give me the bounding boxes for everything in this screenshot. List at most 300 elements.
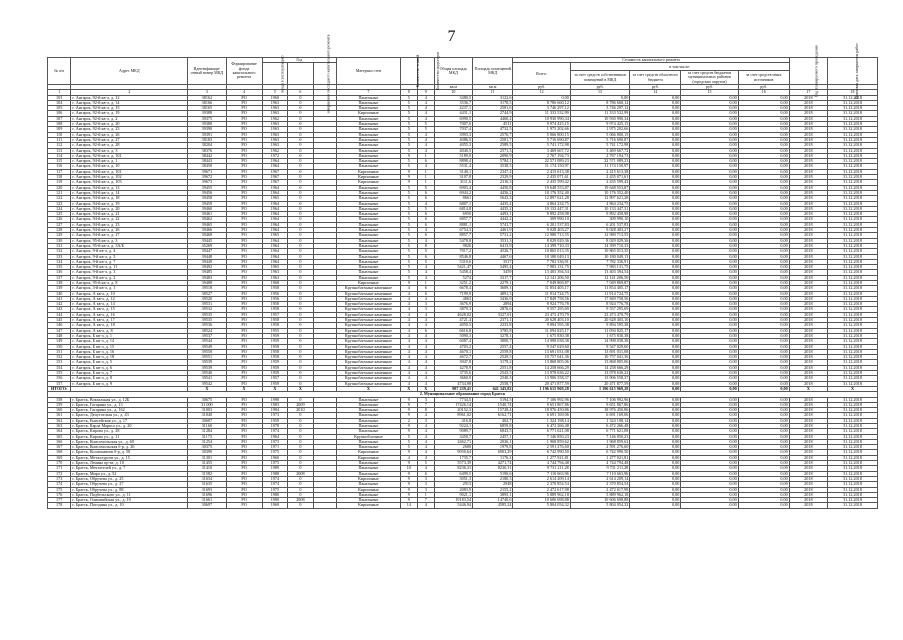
table-cell: 4 [417,201,434,206]
table-cell: 9 [400,450,417,455]
table-cell: 22 571 089,23 [513,159,570,164]
table-cell: 4 [417,143,434,148]
table-cell: 0,00 [681,254,738,259]
table-cell: 9 [400,482,417,487]
table-cell: г. Ангарск, Б кв-л, д. 18 [71,355,188,360]
table-cell: РО [226,376,262,381]
table-cell: 0,00 [681,450,738,455]
table-cell: 6754,3 [434,228,472,233]
table-cell: 5 [400,228,417,233]
table-cell: г. Ангарск, 94-й кв-л, д. 23 [71,222,188,227]
table-cell: 13 906 558,37 [513,376,570,381]
table-cell: 4 [417,275,434,280]
table-cell: 31.12.2018 [827,175,877,180]
table-cell: 402,7 [473,418,513,423]
table-cell: 0,00 [681,355,738,360]
table-cell: 0,00 [681,418,738,423]
table-cell: г. Ангарск, Б кв-л, д. 15 [71,344,188,349]
table-cell: 6 691 169,06 [513,413,570,418]
table-cell: 2018 [789,439,827,444]
table-cell: г. Ангарск, 92-й кв-л, д. 14 [71,100,188,105]
table-cell: 1965 [262,265,288,270]
table-cell: 0 [288,180,314,185]
table-cell: 4 864 234,75 [513,201,570,206]
table-cell: Крупноблочные каменные [337,291,401,296]
table-cell: 0 [288,302,314,307]
table-cell: 4 [417,148,434,153]
table-cell: 0,00 [738,355,789,360]
table-cell: 0,00 [738,471,789,476]
table-cell: 2 472 617,98 [513,487,570,492]
table-cell: РО [226,275,262,280]
table-cell: 6162,71 [473,413,513,418]
table-cell: 153 [48,360,71,365]
header-other: за счет средств иных источников [738,71,789,85]
table-cell: 39539 [188,360,226,365]
table-cell: 0,00 [738,196,789,201]
table-cell: 0,00 [738,217,789,222]
table-cell: Панельные [337,164,401,169]
table-cell: 141 [48,296,71,301]
table-cell: 1998 [262,397,288,402]
table-cell: 0 [288,95,314,100]
table-cell: 6087,4 [434,339,472,344]
table-cell: 31696 [188,492,226,497]
table-cell: 2018 [789,280,827,285]
table-cell: 0,00 [738,503,789,508]
table-cell: Крупноблочные каменные [337,365,401,370]
table-cell: 0,00 [681,196,738,201]
table-cell: 1960 [262,95,288,100]
table-cell: 0,00 [738,429,789,434]
table-cell: 13 978 636,22 [513,371,570,376]
table-cell: 0,00 [738,222,789,227]
table-cell: 3660,9 [434,376,472,381]
table-cell: 1972 [262,153,288,158]
table-cell: 4672,7 [434,355,472,360]
table-cell: 4 [400,376,417,381]
table-cell: 0,00 [738,185,789,190]
table-cell: 0,00 [738,386,789,391]
column-number: 2 [71,90,188,95]
table-cell: 1 675 830,38 [513,333,570,338]
table-cell: 31173 [188,434,226,439]
table-cell: 0,00 [630,137,681,142]
table-cell: 39483 [188,275,226,280]
table-cell: 8 [417,408,434,413]
table-cell: 1176,3 [473,455,513,460]
table-cell: 0,00 [738,206,789,211]
table-cell: 4278,9 [434,365,472,370]
table-cell: Панельные [337,159,401,164]
table-cell: 2462,71 [434,439,472,444]
table-cell: 39390 [188,127,226,132]
table-cell: 0,00 [630,471,681,476]
table-cell: 4 [417,424,434,429]
table-cell: 111 [48,137,71,142]
table-cell: РО [226,333,262,338]
table-cell: 0,00 [738,100,789,105]
table-cell: 0,00 [630,302,681,307]
table-cell: 5 [400,217,417,222]
table-cell: 3436,9 [473,296,513,301]
table-body-angarsk [48,95,878,392]
table-cell: 4 744 794,48 [570,461,630,466]
table-cell: 147 [48,328,71,333]
table-cell: 103 [48,95,71,100]
table-cell: 152 [48,355,71,360]
table-cell: г. Братск, Олимпийская ул., д. 19 [71,498,188,503]
table-cell: Панельные [337,413,401,418]
table-cell: 4086,5 [434,137,472,142]
table-cell: 5 [400,233,417,238]
table-cell: 0,00 [630,106,681,111]
table-cell: 106 [48,111,71,116]
table-cell: 5 [400,106,417,111]
table-cell: 0,00 [630,371,681,376]
table-cell: 0,00 [630,445,681,450]
table-cell: 31.12.2018 [827,418,877,423]
table-cell: 2018 [789,355,827,360]
table-cell: 4 [417,455,434,460]
table-cell: РО [226,461,262,466]
table-cell: 6678,4 [434,286,472,291]
table-cell: 39455 [188,185,226,190]
table-cell: 0,00 [738,143,789,148]
table-cell: 6903,4 [434,185,472,190]
table-cell: 31.12.2018 [827,212,877,217]
table-cell: 2018 [789,333,827,338]
table-cell: Крупноблочные каменные [337,339,401,344]
table-cell: 13 906 558,37 [570,376,630,381]
table-cell: X [226,386,262,391]
table-cell: 4 [417,413,434,418]
table-cell: 164 [48,429,71,434]
table-cell: 5 889 962,18 [513,492,570,497]
table-cell: 1959 [262,371,288,376]
table-cell: 5 [400,159,417,164]
table-cell: г. Братск, Космонавтов б-р, д. 58 [71,450,188,455]
column-number: 4 [226,90,262,95]
table-cell: 5 741 172,98 [570,143,630,148]
table-cell: 0 [288,355,314,360]
table-cell: 1957 [262,312,288,317]
table-cell: Панельные [337,185,401,190]
table-cell: 3450,7 [434,434,472,439]
table-cell: 0,00 [630,190,681,195]
table-cell: 5 [417,206,434,211]
table-cell: Панельные [337,498,401,503]
table-cell: 1964 [262,190,288,195]
table-cell: 7 049 869,87 [570,280,630,285]
table-cell: г. Ангарск, 3-й кв-л, д. 1 [71,286,188,291]
table-cell: Крупноблочные каменные [337,371,401,376]
section-title: 2. Муниципальное образование город Братск [48,392,878,397]
table-cell: 0,00 [630,360,681,365]
table-cell: 31.12.2018 [827,254,877,259]
table-cell: г. Ангарск, 9-й кв-л, д. 2 [71,275,188,280]
column-number: 10 [434,90,472,95]
table-cell: 4628,02 [434,312,472,317]
table-cell: 7 146 850,23 [513,434,570,439]
table-cell: 13 691 031,08 [513,349,570,354]
table-cell: 31254 [188,439,226,444]
table-cell: г. Ангарск, Б кв-л, д. 9 [71,381,188,386]
table-cell: 7 106 992,96 [513,397,570,402]
table-cell: г. Братск, Депутатская ул., д. 43 [71,413,188,418]
table-cell: 9 974 425,15 [513,122,570,127]
table-cell: 0,00 [681,143,738,148]
table-cell: 3785,8 [473,328,513,333]
table-cell: 3609,1 [473,286,513,291]
table-cell: 2018 [789,318,827,323]
table-cell: 0,00 [630,333,681,338]
table-cell: РО [226,228,262,233]
table-cell: 31.12.2018 [827,302,877,307]
table-cell: 2018 [789,328,827,333]
header-year-last: завершения последнего капитального ремонта [288,63,314,85]
table-cell: 0 [288,455,314,460]
table-cell: 4 [417,445,434,450]
table-cell: 0,00 [630,265,681,270]
table-cell: 6 [417,233,434,238]
table-cell: 31.12.2018 [827,466,877,471]
table-cell: 0 [288,434,314,439]
table-cell: 8 924 776,78 [570,302,630,307]
table-cell: г. Ангарск, 92-й кв-л, д. 26 [71,132,188,137]
table-cell: 2 767 194,73 [570,153,630,158]
table-body-bratsk [48,392,878,509]
table-cell: 7 [417,498,434,503]
table-cell: 2018 [789,482,827,487]
table-cell: 0,00 [681,228,738,233]
table-cell: 2018 [789,492,827,497]
table-cell: 0 [288,339,314,344]
table-cell: 0,00 [630,254,681,259]
table-cell: 11 094 825,17 [513,328,570,333]
table-cell: 5 [400,143,417,148]
table-cell: 1964 [262,259,288,264]
table-cell: 11 174 150,97 [513,164,570,169]
table-cell: РО [226,402,262,407]
table-cell: 10 176 352,40 [513,190,570,195]
table-cell: 2018 [789,286,827,291]
table-cell: 4467,6 [473,254,513,259]
table-cell: 7037,4 [434,127,472,132]
table-cell: 2018 [789,371,827,376]
table-cell: 4734,98 [434,381,472,386]
table-cell: г. Братск, Гагарина ул., д. 13 [71,402,188,407]
table-cell: 0,00 [738,328,789,333]
table-cell: 0,00 [681,175,738,180]
table-cell: 10 606 698,88 [570,498,630,503]
table-cell: 23 473 470,79 [570,312,630,317]
table-cell: 14 258 666,29 [513,365,570,370]
table-cell: Крупноблочные каменные [337,355,401,360]
table-cell: 2581,7 [473,137,513,142]
table-cell: 0,00 [738,164,789,169]
table-cell: Панельные [337,418,401,423]
table-cell: 1958 [262,318,288,323]
table-cell: г. Ангарск, 9-й кв-л, д. 7 [71,259,188,264]
table-cell: 31455 [188,461,226,466]
table-cell: 3 746 297,12 [513,106,570,111]
table-cell: Панельные [337,461,401,466]
table-cell: 1968 [262,280,288,285]
table-cell: 0 [288,212,314,217]
table-cell: РО [226,159,262,164]
table-cell: 165 [48,434,71,439]
table-cell: 0,00 [738,259,789,264]
table-cell: 2018 [789,376,827,381]
table-cell: 5274 [434,275,472,280]
table-cell: 20 471 877,59 [570,381,630,386]
table-cell: 0,00 [738,402,789,407]
table-cell: 3111,6 [434,180,472,185]
table-cell: 39518 [188,286,226,291]
table-cell: 39544 [188,339,226,344]
table-cell: 31.12.2018 [827,164,877,169]
table-cell: 2018 [789,418,827,423]
table-cell: 0,00 [738,116,789,121]
table-cell: Панельные [337,100,401,105]
table-cell: 10 757 041,36 [570,355,630,360]
table-cell: 5 [400,148,417,153]
table-cell: 31.12.2018 [827,286,877,291]
table-cell: 4 [417,116,434,121]
table-cell: 0 [288,111,314,116]
table-cell: 1964 [262,434,288,439]
table-cell: РО [226,280,262,285]
table-cell: 4 [400,333,417,338]
table-cell: 0,00 [681,381,738,386]
table-cell: 4 [417,106,434,111]
table-cell: 138 [48,280,71,285]
table-cell: 0 [288,175,314,180]
table-cell: 39485 [188,270,226,275]
table-cell: 1979,8 [473,445,513,450]
table-cell: 10 930 990,34 [513,116,570,121]
table-cell: 2018 [789,243,827,248]
table-cell: 124 [48,206,71,211]
table-cell: 128 [48,228,71,233]
table-cell: г. Братск, Кирова ул., д. 28 [71,429,188,434]
table-cell: 31.12.2018 [827,413,877,418]
table-cell: 2018 [789,100,827,105]
table-cell: РО [226,254,262,259]
table-cell: Кирпичные [337,476,401,481]
table-cell: 0,00 [738,450,789,455]
table-cell: 0 [288,492,314,497]
table-cell: 31693 [188,487,226,492]
table-cell: 0,00 [738,122,789,127]
table-cell: 7 983 131,75 [570,265,630,270]
table-cell: 0,00 [630,482,681,487]
table-cell: 39461 [188,212,226,217]
table-cell: 8898,4 [434,159,472,164]
table-cell [313,503,336,508]
table-cell: 4 [400,302,417,307]
table-cell: 4 [417,376,434,381]
table-cell: 39520 [188,296,226,301]
table-cell: 31.12.2018 [827,111,877,116]
table-cell: 39673 [188,180,226,185]
table-cell: 1984 [262,408,288,413]
table-cell: 0,00 [630,402,681,407]
table-cell: 7007,6 [434,122,472,127]
table-cell: 9 [400,487,417,492]
table-cell: Крупноблочные каменные [337,333,401,338]
table-cell: 2018 [789,397,827,402]
table-cell: 4 [417,371,434,376]
table-cell: 1964 [262,228,288,233]
table-cell: 39445 [188,238,226,243]
table-cell: 38527 [188,291,226,296]
table-cell: 31.12.2018 [827,196,877,201]
table-cell: 38204 [188,143,226,148]
table-cell: 3495,4 [473,265,513,270]
table-cell: 0,00 [681,217,738,222]
table-cell: 5 [400,137,417,142]
table-cell: 9 892 458,98 [513,212,570,217]
table-cell: 0,00 [681,471,738,476]
table-cell: 3107,8 [434,175,472,180]
table-cell: 0,00 [630,280,681,285]
table-cell: Кирпичные [337,455,401,460]
table-cell: 156 [48,376,71,381]
table-cell: 31.12.2018 [827,349,877,354]
table-cell: 31.12.2018 [827,228,877,233]
table-cell: 8661 [434,196,472,201]
table-cell: 0,00 [630,386,681,391]
table-cell: 1 277 921,81 [513,455,570,460]
table-cell: 5 [400,190,417,195]
table-cell: 0,00 [738,280,789,285]
table-cell: 9 [400,175,417,180]
table-cell: 4 [400,323,417,328]
table-cell: 0 [288,217,314,222]
table-cell: 31.12.2018 [827,243,877,248]
table-cell: 0,00 [738,323,789,328]
table-cell: 3051,3 [434,476,472,481]
table-cell: г. Ангарск, Б кв-л, д. 14 [71,339,188,344]
table-cell: 39380 [188,122,226,127]
table-cell: 0 [288,365,314,370]
table-cell: 2529,5 [473,355,513,360]
table-cell: г. Ангарск, А кв-л, д. 14 [71,302,188,307]
table-cell: 1974 [262,476,288,481]
table-cell: 5 [400,100,417,105]
table-cell: 2018 [789,106,827,111]
table-cell: 2 614 209,14 [570,476,630,481]
table-cell: 2551,8 [473,365,513,370]
table-cell: 4 [400,318,417,323]
table-cell: РО [226,132,262,137]
table-cell: 115 [48,159,71,164]
table-cell: г. Ангарск, 9-й кв-л, д. 4 [71,249,188,254]
table-cell: 13 868 805,06 [513,360,570,365]
table-cell: X [400,386,417,391]
table-cell: 118 [48,175,71,180]
table-cell: 1980 [262,492,288,497]
header-year-plan: Год планируемого проведения [789,58,827,85]
table-cell: 6499,5 [434,471,472,476]
table-cell: 5 [400,243,417,248]
table-cell: 2018 [789,339,827,344]
table-cell: 0 [288,482,314,487]
table-cell: 5 [400,212,417,217]
table-cell: 5 [400,111,417,116]
